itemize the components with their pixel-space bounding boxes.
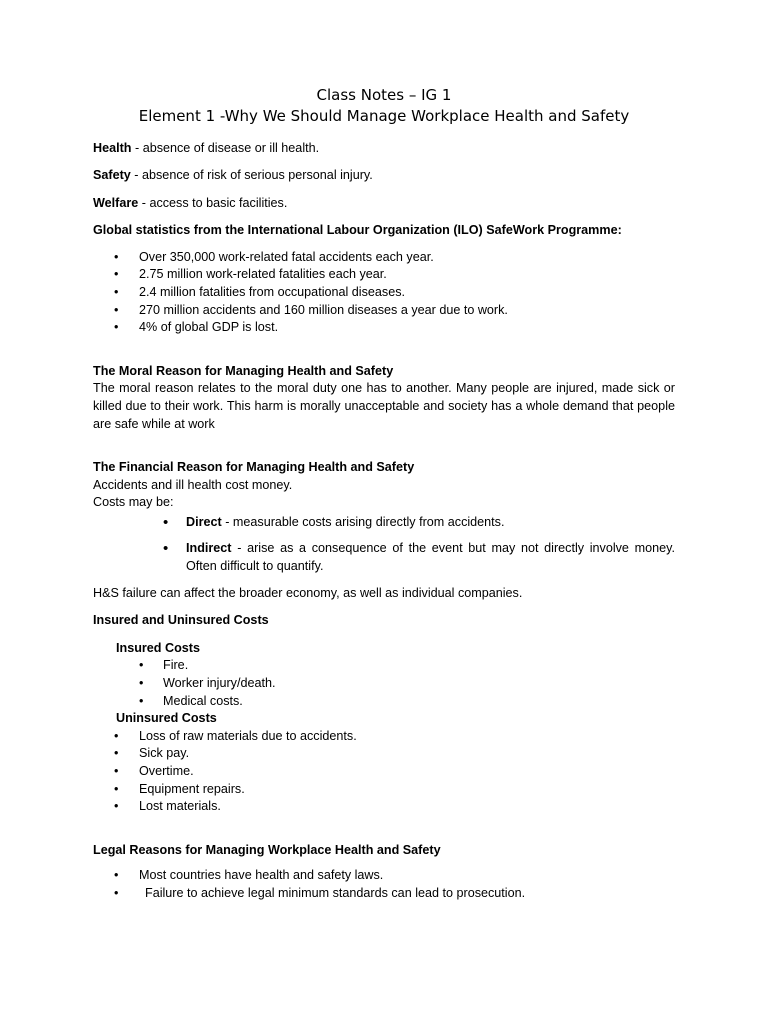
list-item — [93, 540, 675, 575]
list-item-text: Failure to achieve legal minimum standards can lead to prosecution. — [145, 885, 526, 900]
list-item-text: Equipment repairs. — [139, 781, 245, 796]
financial-line-2: Costs may be: — [93, 495, 174, 510]
legal-list — [93, 867, 675, 902]
list-item-text: Lost materials. — [139, 799, 221, 814]
list-item-text: Medical costs. — [163, 693, 243, 708]
list-item — [93, 302, 675, 320]
cost-type-text: - measurable costs arising directly from accidents. — [221, 514, 505, 529]
bullet: • — [114, 302, 119, 317]
list-item-text: 2.4 million fatalities from occupational diseases. — [139, 284, 405, 299]
definition-term: Health — [93, 141, 132, 155]
costs-heading: Insured and Uninsured Costs — [93, 613, 269, 628]
legal-section — [93, 842, 675, 903]
title-line-2: Element 1 -Why We Should Manage Workplace Health and Safety — [138, 107, 630, 125]
bullet: • — [114, 284, 119, 299]
cost-types-list — [93, 514, 675, 576]
legal-heading: Legal Reasons for Managing Workplace Health and Safety — [93, 842, 441, 857]
list-item — [93, 763, 675, 781]
insured-list — [93, 657, 675, 710]
definition-text: - access to basic facilities. — [138, 195, 288, 210]
bullet: • — [139, 693, 144, 708]
bullet: • — [114, 799, 119, 814]
bullet: • — [114, 781, 119, 796]
definition-term: Safety — [93, 168, 131, 183]
list-item — [93, 657, 675, 675]
list-item — [93, 745, 675, 763]
document-page — [93, 85, 675, 903]
bullet: • — [163, 540, 169, 558]
list-item — [93, 249, 675, 267]
bullet: • — [139, 676, 144, 691]
list-item — [93, 798, 675, 816]
financial-after: H&S failure can affect the broader economy, as well as individual companies. — [93, 585, 523, 600]
cost-type-text: - arise as a consequence of the event but may not directly involve money. Often difficult to quantify. — [186, 541, 675, 574]
definition-text: - absence of risk of serious personal injury. — [130, 168, 373, 183]
bullet: • — [114, 267, 119, 282]
costs-section — [93, 612, 675, 816]
cost-type-term: Direct — [186, 514, 222, 529]
list-item — [93, 781, 675, 799]
list-item — [93, 867, 675, 885]
stats-list — [93, 249, 675, 337]
definition-health — [93, 140, 675, 158]
list-item-text: Loss of raw materials due to accidents. — [139, 728, 357, 743]
bullet: • — [114, 249, 119, 264]
bullet: • — [139, 658, 144, 673]
uninsured-heading: Uninsured Costs — [116, 711, 217, 726]
moral-section — [93, 363, 675, 433]
stats-heading: Global statistics from the International Labour Organization (ILO) SafeWork Programme: — [93, 223, 622, 238]
definition-text: - absence of disease or ill health. — [131, 141, 320, 155]
bullet: • — [114, 885, 119, 900]
bullet: • — [114, 746, 119, 761]
list-item-text: Most countries have health and safety laws. — [139, 868, 384, 883]
list-item-text: 2.75 million work-related fatalities each year. — [139, 267, 387, 282]
list-item-text: Over 350,000 work-related fatal accidents each year. — [139, 249, 434, 264]
bullet: • — [114, 728, 119, 743]
financial-heading: The Financial Reason for Managing Health and Safety — [93, 460, 415, 475]
list-item — [93, 728, 675, 746]
cost-type-term: Indirect — [186, 541, 232, 556]
financial-section — [93, 459, 675, 602]
list-item — [93, 319, 675, 337]
list-item-text: Worker injury/death. — [163, 676, 276, 691]
list-item-text: 270 million accidents and 160 million diseases a year due to work. — [139, 302, 508, 317]
list-item-text: Fire. — [163, 658, 189, 673]
bullet: • — [114, 320, 119, 335]
title-line-1: Class Notes – IG 1 — [316, 86, 452, 104]
list-item-text: 4% of global GDP is lost. — [139, 320, 279, 335]
financial-line-1: Accidents and ill health cost money. — [93, 477, 293, 492]
bullet: • — [114, 764, 119, 779]
list-item — [93, 514, 675, 532]
list-item-text: Sick pay. — [139, 746, 190, 761]
uninsured-list — [93, 728, 675, 816]
definition-welfare — [93, 195, 675, 213]
list-item-text: Overtime. — [139, 764, 194, 779]
bullet: • — [114, 868, 119, 883]
insured-heading: Insured Costs — [116, 640, 200, 655]
document-title — [77, 85, 691, 127]
list-item — [93, 266, 675, 284]
definition-term: Welfare — [93, 195, 139, 210]
definition-safety — [93, 167, 675, 185]
moral-heading: The Moral Reason for Managing Health and Safety — [93, 363, 394, 378]
list-item — [93, 885, 675, 903]
bullet: • — [163, 513, 169, 531]
list-item — [93, 284, 675, 302]
moral-text: The moral reason relates to the moral duty one has to another. Many people are injured, made sick or killed due to their work. This harm is morally unacceptable and society has a whole demand that people are safe while at work — [93, 381, 675, 431]
definitions — [93, 140, 675, 240]
list-item — [93, 693, 675, 711]
list-item — [93, 675, 675, 693]
